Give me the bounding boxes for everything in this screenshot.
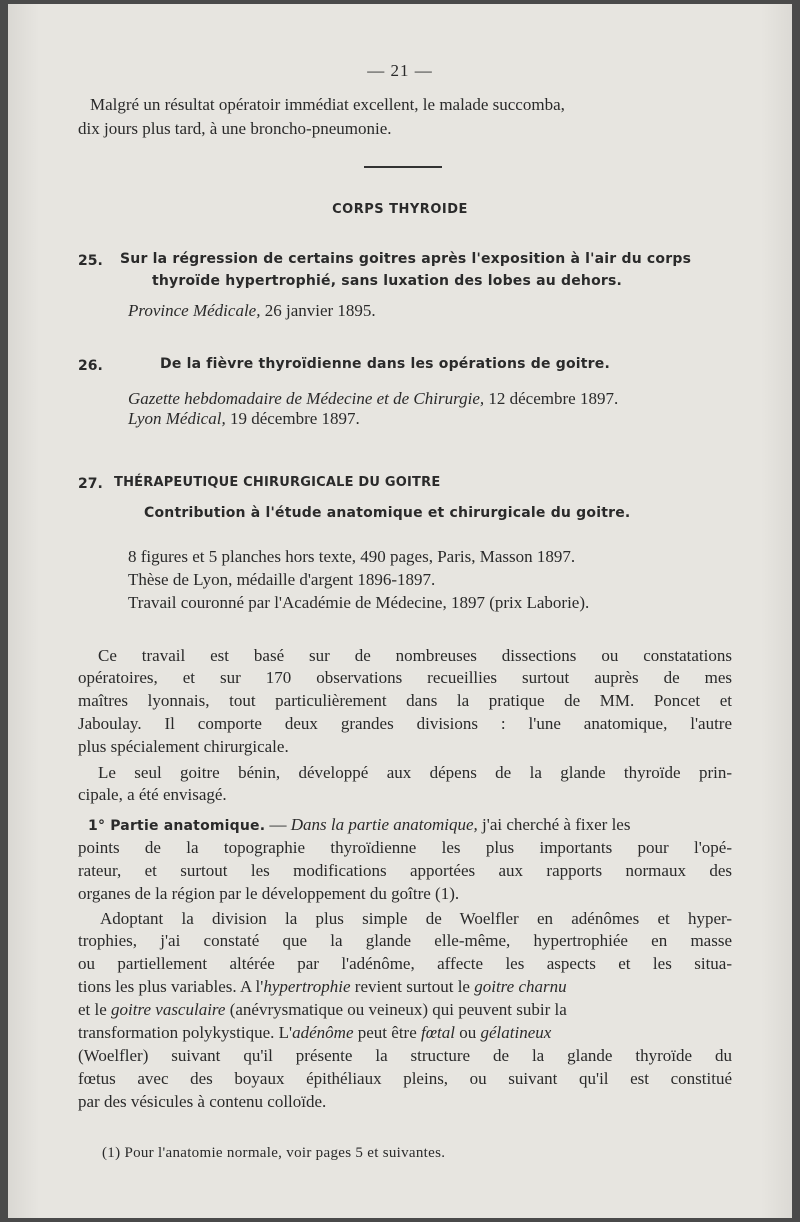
entry-27-number: 27. [78, 476, 103, 492]
entry-26-number: 26. [78, 358, 103, 374]
entry-25-journal: Province Médicale, [128, 301, 261, 320]
entry-27-title: THÉRAPEUTIQUE CHIRURGICALE DU GOITRE [114, 475, 441, 490]
para-3-dash: — [265, 815, 291, 834]
entry-26-reference-2 [128, 408, 360, 430]
para-4-line-2: trophies, j'ai constaté que la glande elle-même, hypertrophiée en masse [78, 931, 732, 950]
intro-line-2: dix jours plus tard, à une broncho-pneumonie. [78, 119, 392, 138]
para-4-line-6-f: gélatineux [480, 1023, 552, 1042]
para-4-line-5 [78, 999, 567, 1021]
entry-26-reference-1 [128, 388, 618, 410]
para-4-line-9: par des vésicules à contenu colloïde. [78, 1092, 327, 1111]
para-1-line-4: Jaboulay. Il comporte deux grandes divisions : l'une anatomique, l'autre [78, 714, 732, 733]
intro-line-1: Malgré un résultat opératoir immédiat excellent, le malade succomba, [90, 95, 565, 114]
para-1-line-1: Ce travail est basé sur de nombreuses dissections ou constatations [98, 646, 732, 665]
entry-25-reference [128, 300, 376, 322]
para-4-line-6-a: transformation polykystique. L' [78, 1023, 293, 1042]
entry-27-detail-2: Thèse de Lyon, médaille d'argent 1896-1897. [128, 570, 436, 589]
para-3-line-2: points de la topographie thyroïdienne les plus importants pour l'opé- [78, 838, 732, 857]
para-4-line-1: Adoptant la division la plus simple de Woelfler en adénômes et hyper- [100, 909, 732, 928]
entry-27-detail-3: Travail couronné par l'Académie de Médecine, 1897 (prix Laborie). [128, 593, 590, 612]
footnote: (1) Pour l'anatomie normale, voir pages 5 et suivantes. [102, 1145, 446, 1161]
para-4-line-6-e: ou [455, 1023, 481, 1042]
para-4-line-6 [78, 1022, 551, 1044]
entry-27-subtitle: Contribution à l'étude anatomique et chirurgicale du goitre. [144, 505, 631, 521]
para-4-line-4 [78, 976, 567, 998]
para-3-line-3: rateur, et surtout les modifications apportées aux rapports normaux des [78, 861, 732, 880]
para-1-line-2: opératoires, et sur 170 observations recueillies surtout auprès de mes [78, 668, 732, 687]
entry-26-journal-2: Lyon Médical, [128, 409, 226, 428]
partie-anatomique-heading: 1° Partie anatomique. [88, 818, 266, 834]
entry-25-title-line-2: thyroïde hypertrophié, sans luxation des lobes au dehors. [152, 273, 623, 289]
para-4-line-4-b: hypertrophie [263, 977, 351, 996]
entry-26-title: De la fièvre thyroïdienne dans les opérations de goitre. [160, 356, 610, 372]
entry-25-title-line-1: Sur la régression de certains goitres après l'exposition à l'air du corps [120, 251, 692, 267]
entry-26-date-2: 19 décembre 1897. [225, 409, 360, 428]
para-4-line-6-b: adénôme [292, 1023, 354, 1042]
para-2-line-2: cipale, a été envisagé. [78, 785, 227, 804]
para-4-line-8: fœtus avec des boyaux épithéliaux pleins, ou suivant qu'il est constitué [78, 1069, 732, 1088]
para-4-line-6-c: peut être [353, 1023, 421, 1042]
para-4-line-4-c: revient surtout le [350, 977, 475, 996]
section-title: CORPS THYROIDE [332, 202, 468, 217]
para-1-line-3: maîtres lyonnais, tout particulièrement dans la pratique de MM. Poncet et [78, 691, 732, 710]
section-divider [364, 166, 442, 168]
para-4-line-4-d: goitre charnu [474, 977, 567, 996]
para-3-lead: Dans la partie anatomique, [290, 815, 478, 834]
para-4-line-5-b: goitre vasculaire [111, 1000, 226, 1019]
para-4-line-5-c: (anévrysmatique ou veineux) qui peuvent subir la [225, 1000, 567, 1019]
para-4-line-7: (Woelfler) suivant qu'il présente la structure de la glande thyroïde du [78, 1046, 732, 1065]
entry-25-number: 25. [78, 253, 103, 269]
para-3-line-4: organes de la région par le développement du goître (1). [78, 884, 460, 903]
entry-27-detail-1: 8 figures et 5 planches hors texte, 490 pages, Paris, Masson 1897. [128, 547, 576, 566]
para-3-line-1-rest: j'ai cherché à fixer les [477, 815, 631, 834]
para-4-line-5-a: et le [78, 1000, 112, 1019]
para-4-line-6-d: fœtal [421, 1023, 456, 1042]
para-4-line-3: ou partiellement altérée par l'adénôme, affecte les aspects et les situa- [78, 954, 732, 973]
entry-25-date: 26 janvier 1895. [260, 301, 376, 320]
para-4-line-4-a: tions les plus variables. A l' [78, 977, 264, 996]
document-page [8, 4, 792, 1218]
entry-26-journal-1: Gazette hebdomadaire de Médecine et de Chirurgie, [128, 389, 485, 408]
para-2-line-1: Le seul goitre bénin, développé aux dépens de la glande thyroïde prin- [98, 763, 732, 782]
para-1-line-5: plus spécialement chirurgicale. [78, 737, 289, 756]
page-number: — 21 — [367, 61, 433, 80]
entry-26-date-1: 12 décembre 1897. [484, 389, 619, 408]
para-3-line-1 [88, 814, 732, 837]
